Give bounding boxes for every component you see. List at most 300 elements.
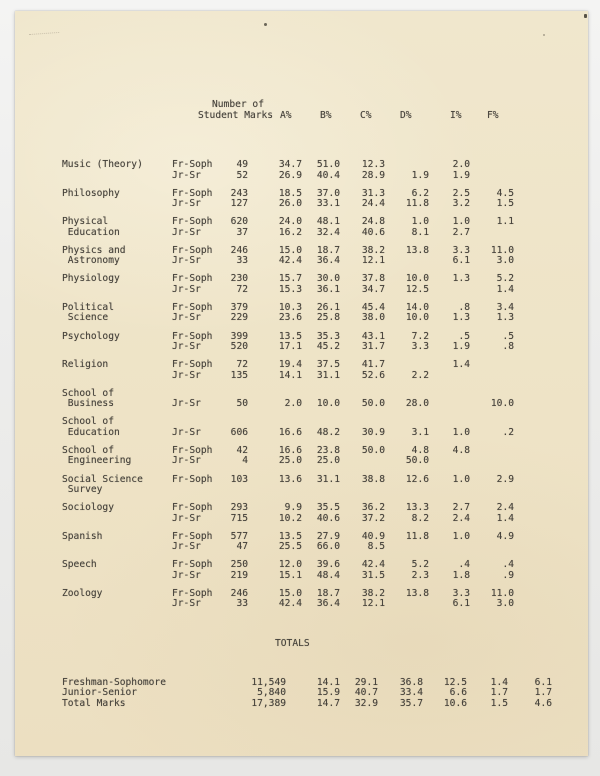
cell-level: Jr-Sr — [172, 541, 201, 553]
table-row — [62, 475, 514, 486]
cell-c: 33.4 — [399, 687, 423, 698]
cell-b: 18.7 — [316, 587, 340, 599]
cell-b: 23.8 — [316, 444, 340, 456]
cell-d: 14.0 — [405, 301, 429, 313]
corner-speck — [584, 14, 587, 18]
cell-label — [62, 599, 172, 610]
cell-f: 3.0 — [496, 255, 514, 267]
cell-a: 9.9 — [284, 502, 302, 514]
cell-d: 28.0 — [405, 398, 429, 410]
cell-i: 3.2 — [452, 198, 470, 210]
cell-a: 13.5 — [278, 530, 302, 542]
cell-n: 250 — [230, 559, 248, 571]
cell-d — [385, 485, 429, 496]
table-row — [62, 313, 514, 324]
cell-level: Jr-Sr — [172, 398, 201, 410]
cell-level: Fr-Soph — [172, 187, 213, 199]
cell-d: 6.2 — [411, 187, 429, 199]
cell-a: 24.0 — [278, 216, 302, 228]
cell-d: 13.8 — [405, 587, 429, 599]
cell-c: 36.2 — [361, 502, 385, 514]
cell-c: 43.1 — [361, 330, 385, 342]
cell-i: 6.1 — [452, 255, 470, 267]
cell-a: 15.0 — [278, 587, 302, 599]
table-row — [62, 485, 514, 496]
table-row — [62, 285, 514, 296]
cell-i — [429, 542, 470, 553]
cell-d: 2.2 — [411, 369, 429, 381]
cell-f — [470, 542, 514, 553]
cell-b: 36.1 — [316, 283, 340, 295]
cell-c: 38.8 — [361, 473, 385, 485]
cell-c: 8.5 — [367, 541, 385, 553]
cell-level: Fr-Soph — [172, 473, 213, 485]
cell-b: 37.5 — [316, 359, 340, 371]
cell-f: 1.4 — [496, 512, 514, 524]
cell-c: 36.8 — [399, 676, 423, 688]
cell-label — [62, 542, 172, 553]
cell-d: 10.0 — [405, 273, 429, 285]
cell-i: 1.8 — [452, 569, 470, 581]
cell-n: 219 — [230, 569, 248, 581]
cell-f — [470, 160, 514, 171]
cell-d: 12.5 — [443, 676, 467, 688]
cell-d: 1.9 — [411, 169, 429, 181]
cell-i: 2.0 — [452, 159, 470, 170]
cell-label: Zoology — [62, 587, 103, 599]
cell-level: Jr-Sr — [172, 226, 201, 238]
table-row — [62, 171, 514, 182]
cell-f — [470, 371, 514, 382]
cell-a: 14.7 — [316, 697, 340, 709]
cell-i: 1.5 — [490, 697, 508, 709]
cell-a: 10.3 — [278, 301, 302, 313]
cell-c: 35.7 — [399, 697, 423, 709]
cell-level: Jr-Sr — [172, 455, 201, 467]
cell-level: Jr-Sr — [172, 512, 201, 524]
cell-level: Jr-Sr — [172, 283, 201, 295]
cell-level: Fr-Soph — [172, 273, 213, 285]
cell-f — [470, 446, 514, 457]
cell-b: 40.4 — [316, 169, 340, 181]
cell-a: 14.1 — [316, 676, 340, 688]
cell-i: 1.0 — [452, 216, 470, 228]
cell-label: Education — [62, 426, 120, 438]
cell-level: Fr-Soph — [172, 244, 213, 256]
cell-i: 1.4 — [490, 676, 508, 688]
cell-f: 1.1 — [496, 216, 514, 228]
table-row — [62, 599, 514, 610]
cell-c: 50.0 — [361, 398, 385, 410]
cell-c: 38.0 — [361, 312, 385, 324]
department-block — [62, 160, 514, 181]
table-row — [62, 199, 514, 210]
cell-b: 45.2 — [316, 341, 340, 353]
cell-i — [429, 285, 470, 296]
cell-a: 15.7 — [278, 273, 302, 285]
cell-label: Survey — [62, 484, 103, 496]
cell-label — [62, 514, 172, 525]
department-block — [62, 475, 514, 496]
cell-b: 39.6 — [316, 559, 340, 571]
cell-d: 11.8 — [405, 198, 429, 210]
cell-n: 50 — [236, 398, 248, 410]
cell-level — [210, 678, 248, 689]
cell-i: 6.1 — [452, 598, 470, 610]
cell-a: 14.1 — [278, 369, 302, 381]
cell-d: 4.8 — [411, 444, 429, 456]
paper-speck — [543, 34, 545, 36]
cell-b: 40.6 — [316, 512, 340, 524]
column-header-a: A% — [280, 110, 292, 121]
cell-c: 31.5 — [361, 569, 385, 581]
cell-label: Religion — [62, 359, 109, 371]
cell-d: 3.3 — [411, 341, 429, 353]
cell-n: 246 — [230, 587, 248, 599]
cell-b: 25.0 — [316, 455, 340, 467]
cell-level: Jr-Sr — [172, 198, 201, 210]
cell-n: 243 — [230, 187, 248, 199]
cell-label: Political — [62, 301, 114, 313]
cell-d: 12.5 — [405, 283, 429, 295]
cell-f: .4 — [502, 559, 514, 571]
department-block — [62, 560, 514, 581]
cell-c: 12.3 — [361, 159, 385, 170]
cell-i: 1.0 — [452, 530, 470, 542]
cell-n: 11,549 — [251, 676, 286, 688]
cell-i — [429, 485, 470, 496]
cell-a: 26.0 — [278, 198, 302, 210]
cell-b: 36.4 — [316, 598, 340, 610]
cell-i: 1.9 — [452, 169, 470, 181]
cell-f: .2 — [502, 426, 514, 438]
cell-n: 606 — [230, 426, 248, 438]
cell-level: Jr-Sr — [172, 169, 201, 181]
cell-f: 3.0 — [496, 598, 514, 610]
cell-label: Sociology — [62, 502, 114, 514]
cell-n: 520 — [230, 341, 248, 353]
cell-n: 246 — [230, 244, 248, 256]
cell-a: 18.5 — [278, 187, 302, 199]
cell-label: Social Science — [62, 473, 143, 485]
cell-i: 2.4 — [452, 512, 470, 524]
cell-level: Jr-Sr — [172, 312, 201, 324]
cell-level: Fr-Soph — [172, 301, 213, 313]
cell-b: 32.9 — [354, 697, 378, 709]
cell-a: 34.7 — [278, 159, 302, 170]
cell-label: Astronomy — [62, 255, 120, 267]
cell-label: School of — [62, 444, 114, 456]
cell-c: 50.0 — [361, 444, 385, 456]
cell-level: Fr-Soph — [172, 502, 213, 514]
column-header-f: F% — [487, 110, 499, 121]
cell-d: 1.0 — [411, 216, 429, 228]
table-row — [62, 571, 514, 582]
cell-f: 1.3 — [496, 312, 514, 324]
cell-f: .5 — [502, 330, 514, 342]
table-body — [62, 139, 552, 730]
cell-label: Physiology — [62, 273, 120, 285]
cell-c: 12.1 — [361, 598, 385, 610]
table-row — [62, 428, 514, 439]
ink-speck — [264, 23, 267, 26]
cell-level: Fr-Soph — [172, 359, 213, 371]
cell-f: 5.2 — [496, 273, 514, 285]
cell-label: Business — [62, 398, 114, 410]
cell-c: 37.8 — [361, 273, 385, 285]
cell-i: 3.3 — [452, 587, 470, 599]
cell-label: School of — [62, 387, 114, 399]
cell-d: 8.1 — [411, 226, 429, 238]
cell-n: 620 — [230, 216, 248, 228]
cell-f: .9 — [502, 569, 514, 581]
cell-b: 29.1 — [354, 676, 378, 688]
cell-d: 2.3 — [411, 569, 429, 581]
cell-b — [302, 485, 340, 496]
cell-level: Jr-Sr — [172, 369, 201, 381]
cell-level: Fr-Soph — [172, 216, 213, 228]
column-header-d: D% — [400, 110, 412, 121]
table-row — [62, 228, 514, 239]
cell-n: 5,840 — [257, 687, 286, 698]
cell-d: 5.2 — [411, 559, 429, 571]
department-block — [62, 503, 514, 524]
cell-level — [172, 485, 210, 496]
cell-label: Education — [62, 226, 120, 238]
cell-label: Physical — [62, 216, 109, 228]
cell-label: Music (Theory) — [62, 159, 143, 170]
cell-n — [210, 485, 248, 496]
cell-b: 48.1 — [316, 216, 340, 228]
cell-a: 16.6 — [278, 444, 302, 456]
cell-d: 13.8 — [405, 244, 429, 256]
cell-i: 1.9 — [452, 341, 470, 353]
cell-i: 3.3 — [452, 244, 470, 256]
cell-f: 10.0 — [490, 398, 514, 410]
cell-f: 1.4 — [496, 283, 514, 295]
cell-d: 50.0 — [405, 455, 429, 467]
cell-level: Jr-Sr — [172, 341, 201, 353]
cell-label: Freshman-Sophomore — [62, 676, 166, 688]
cell-n: 33 — [236, 598, 248, 610]
cell-f: 11.0 — [490, 244, 514, 256]
cell-label: Total Marks — [62, 697, 126, 709]
cell-level — [210, 699, 248, 710]
cell-i — [429, 371, 470, 382]
cell-level: Jr-Sr — [172, 426, 201, 438]
cell-d: 3.1 — [411, 426, 429, 438]
cell-n: 127 — [230, 198, 248, 210]
cell-d: 6.6 — [449, 687, 467, 698]
cell-i: 1.4 — [452, 359, 470, 371]
cell-f — [470, 228, 514, 239]
cell-d — [385, 542, 429, 553]
cell-d: 10.0 — [405, 312, 429, 324]
cell-a: 23.6 — [278, 312, 302, 324]
cell-b: 48.4 — [316, 569, 340, 581]
cell-level: Jr-Sr — [172, 598, 201, 610]
table-row — [62, 456, 514, 467]
cell-c: 38.2 — [361, 587, 385, 599]
cell-d — [385, 599, 429, 610]
cell-f: 2.4 — [496, 502, 514, 514]
cell-i: 1.7 — [490, 687, 508, 698]
cell-a: 17.1 — [278, 341, 302, 353]
cell-c: 24.8 — [361, 216, 385, 228]
cell-f — [470, 485, 514, 496]
cell-b: 18.7 — [316, 244, 340, 256]
cell-a: 26.9 — [278, 169, 302, 181]
cell-level: Fr-Soph — [172, 530, 213, 542]
table-row — [62, 687, 552, 699]
cell-b: 35.3 — [316, 330, 340, 342]
document-page — [15, 11, 588, 756]
cell-a: 15.9 — [316, 687, 340, 698]
cell-c: 31.3 — [361, 187, 385, 199]
cell-i: 1.0 — [452, 473, 470, 485]
cell-i: 4.8 — [452, 444, 470, 456]
cell-f: .8 — [502, 341, 514, 353]
cell-d — [385, 160, 429, 171]
column-header-b: B% — [320, 110, 332, 121]
cell-label — [62, 371, 172, 382]
cell-label — [62, 342, 172, 353]
cell-i — [429, 456, 470, 467]
department-rows — [62, 160, 514, 610]
cell-d: 11.8 — [405, 530, 429, 542]
department-block — [62, 274, 514, 295]
cell-c — [340, 456, 385, 467]
count-column-header-line2: Student Marks — [198, 110, 274, 121]
cell-label: Science — [62, 312, 109, 324]
cell-n: 293 — [230, 502, 248, 514]
cell-f: 6.1 — [534, 676, 552, 688]
column-header-c: C% — [360, 110, 372, 121]
cell-c: 34.7 — [361, 283, 385, 295]
cell-c: 28.9 — [361, 169, 385, 181]
department-block — [62, 217, 514, 238]
department-block — [62, 303, 514, 324]
cell-b: 33.1 — [316, 198, 340, 210]
cell-d: 12.6 — [405, 473, 429, 485]
cell-a: 16.2 — [278, 226, 302, 238]
table-row — [62, 542, 514, 553]
cell-n: 229 — [230, 312, 248, 324]
cell-a: 19.4 — [278, 359, 302, 371]
cell-label — [62, 171, 172, 182]
cell-i: 1.3 — [452, 312, 470, 324]
cell-a: 10.2 — [278, 512, 302, 524]
cell-i: 2.7 — [452, 502, 470, 514]
table-row — [62, 160, 514, 171]
cell-f: 1.5 — [496, 198, 514, 210]
cell-label: Psychology — [62, 330, 120, 342]
cell-n: 399 — [230, 330, 248, 342]
cell-a: 15.1 — [278, 569, 302, 581]
department-block — [62, 589, 514, 610]
cell-c: 45.4 — [361, 301, 385, 313]
table-row — [62, 399, 514, 410]
cell-i: .5 — [458, 330, 470, 342]
cell-f: 4.9 — [496, 530, 514, 542]
table-row — [62, 697, 552, 710]
cell-b: 25.8 — [316, 312, 340, 324]
totals-rows — [62, 676, 552, 710]
cell-n: 715 — [230, 512, 248, 524]
cell-n: 230 — [230, 273, 248, 285]
cell-i — [429, 389, 470, 400]
cell-n: 49 — [236, 159, 248, 170]
cell-f: 1.7 — [534, 687, 552, 698]
cell-a: 13.6 — [278, 473, 302, 485]
pencil-mark — [29, 26, 59, 35]
cell-b: 36.4 — [316, 255, 340, 267]
cell-label: Physics and — [62, 244, 126, 256]
cell-d: 8.2 — [411, 512, 429, 524]
cell-n: 379 — [230, 301, 248, 313]
cell-label — [62, 285, 172, 296]
cell-level: Fr-Soph — [172, 444, 213, 456]
cell-a: 16.6 — [278, 426, 302, 438]
cell-b: 35.5 — [316, 502, 340, 514]
cell-b: 31.1 — [316, 369, 340, 381]
department-block — [62, 246, 514, 267]
cell-a: 42.4 — [278, 598, 302, 610]
cell-f: 2.9 — [496, 473, 514, 485]
cell-c: 12.1 — [361, 255, 385, 267]
department-block — [62, 189, 514, 210]
cell-label: Engineering — [62, 455, 132, 467]
cell-f: 4.5 — [496, 187, 514, 199]
cell-level: Fr-Soph — [172, 159, 213, 170]
cell-n: 42 — [236, 444, 248, 456]
cell-label: Spanish — [62, 530, 103, 542]
cell-a: 13.5 — [278, 330, 302, 342]
department-block — [62, 446, 514, 467]
cell-c: 31.7 — [361, 341, 385, 353]
cell-i: 1.3 — [452, 273, 470, 285]
cell-b: 10.0 — [316, 398, 340, 410]
cell-i: .8 — [458, 301, 470, 313]
cell-a — [248, 485, 302, 496]
cell-d — [385, 256, 429, 267]
cell-c: 40.9 — [361, 530, 385, 542]
cell-b: 32.4 — [316, 226, 340, 238]
cell-a: 15.3 — [278, 283, 302, 295]
cell-f: 11.0 — [490, 587, 514, 599]
cell-level: Jr-Sr — [172, 569, 201, 581]
cell-c — [340, 485, 385, 496]
table-row — [62, 514, 514, 525]
cell-i — [429, 399, 470, 410]
cell-level: Jr-Sr — [172, 255, 201, 267]
cell-f — [470, 360, 514, 371]
department-block — [62, 417, 514, 438]
cell-n: 577 — [230, 530, 248, 542]
cell-c: 38.2 — [361, 244, 385, 256]
cell-a: 25.0 — [278, 455, 302, 467]
cell-b: 51.0 — [316, 159, 340, 170]
cell-c: 30.9 — [361, 426, 385, 438]
cell-n: 72 — [236, 283, 248, 295]
cell-label: School of — [62, 416, 114, 428]
cell-level: Fr-Soph — [172, 559, 213, 571]
cell-n: 47 — [236, 541, 248, 553]
cell-b: 30.0 — [316, 273, 340, 285]
cell-c: 24.4 — [361, 198, 385, 210]
cell-f: 3.4 — [496, 301, 514, 313]
cell-b: 40.7 — [354, 687, 378, 698]
